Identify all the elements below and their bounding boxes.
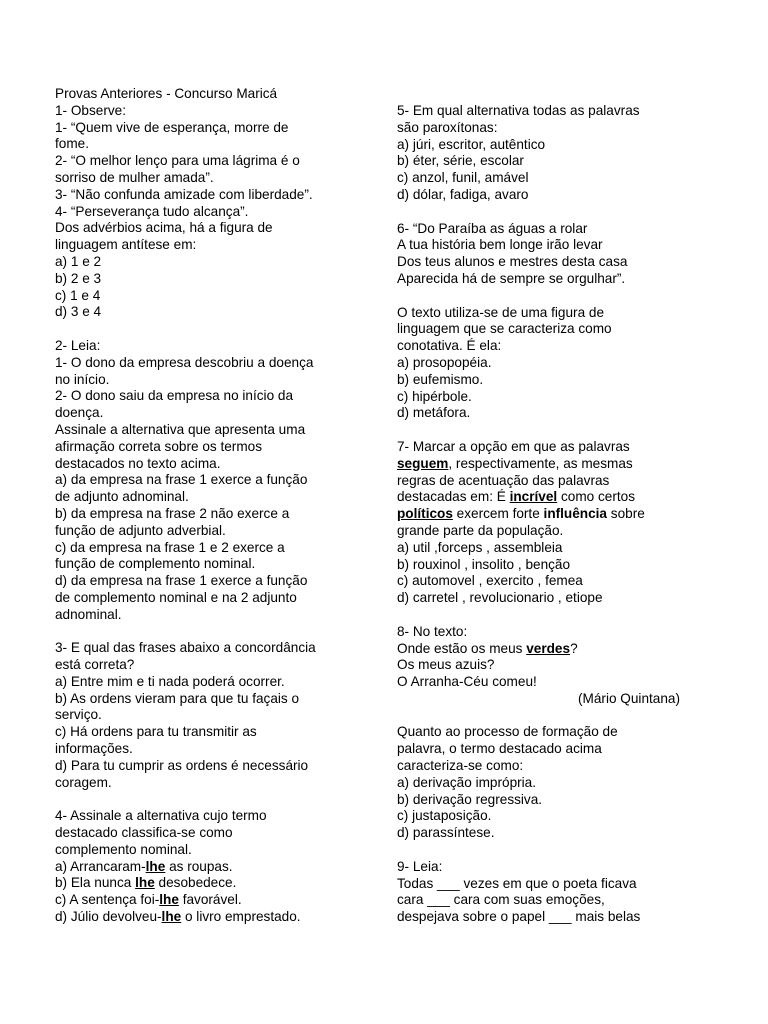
text-line: destacados no texto acima.: [55, 455, 221, 471]
text-line: O Arranha-Céu comeu!: [397, 674, 537, 690]
text-segment: destacadas em: É: [397, 489, 510, 505]
text-line: são paroxítonas:: [397, 119, 498, 135]
text-line: [397, 506, 717, 523]
text-line: a) Entre mim e ti nada poderá ocorrer.: [55, 673, 285, 689]
text-line: 8- No texto:: [397, 623, 468, 639]
highlighted-term: políticos: [397, 506, 453, 522]
text-line: O texto utiliza-se de uma figura de: [397, 304, 605, 320]
text-line: b) derivação regressiva.: [397, 791, 543, 807]
text-line: de complemento nominal e na 2 adjunto: [55, 589, 297, 605]
text-line: 2- Leia:: [55, 337, 101, 353]
text-line: a) da empresa na frase 1 exerce a função: [55, 472, 308, 488]
blank-line: [397, 204, 717, 221]
text-line: [397, 489, 717, 506]
text-line: b) eufemismo.: [397, 371, 484, 387]
text-line: regras de acentuação das palavras: [397, 472, 610, 488]
text-line: 3- “Não confunda amizade com liberdade”.: [55, 186, 313, 202]
text-line: [55, 909, 360, 926]
blank-line: [397, 422, 717, 439]
text-segment: , respectivamente, as mesmas: [448, 455, 633, 471]
highlighted-term: lhe: [159, 892, 179, 908]
blank-line: [397, 607, 717, 624]
text-line: a) prosopopéia.: [397, 354, 492, 370]
text-line: 2- O dono saiu da empresa no início da: [55, 388, 294, 404]
text-line: Provas Anteriores - Concurso Maricá: [55, 86, 278, 101]
text-line: Dos teus alunos e mestres desta casa: [397, 254, 628, 270]
text-line: sorriso de mulher amada”.: [55, 169, 214, 185]
poem-author: (Mário Quintana): [578, 690, 680, 706]
text-line: fome.: [55, 136, 89, 152]
text-line: Dos advérbios acima, há a figura de: [55, 220, 273, 236]
highlighted-term: seguem: [397, 455, 449, 471]
text-segment: ?: [570, 640, 578, 656]
text-line: Quanto ao processo de formação de: [397, 724, 618, 740]
text-line: d) metáfora.: [397, 405, 471, 421]
text-line: 2- “O melhor lenço para uma lágrima é o: [55, 153, 300, 169]
text-line: no início.: [55, 371, 110, 387]
text-line: 4- “Perseverança tudo alcança”.: [55, 203, 249, 219]
blank-line: [55, 791, 360, 808]
text-line: 7- Marcar a opção em que as palavras: [397, 438, 630, 454]
text-segment: b) Ela nunca: [55, 875, 136, 891]
text-line: linguagem que se caracteriza como: [397, 321, 612, 337]
text-line: [55, 859, 360, 876]
highlighted-term: lhe: [145, 858, 166, 874]
right-column: [397, 103, 717, 926]
blank-line: [55, 321, 360, 338]
text-line: Todas ___ vezes em que o poeta ficava: [397, 875, 637, 891]
bold-term: influência: [543, 506, 607, 522]
text-line: d) da empresa na frase 1 exerce a função: [55, 573, 308, 589]
text-line: despejava sobre o papel ___ mais belas: [397, 909, 641, 925]
text-line: serviço.: [55, 707, 102, 723]
text-line: c) 1 e 4: [55, 287, 101, 303]
text-line: a) 1 e 2: [55, 253, 102, 269]
text-line: b) 2 e 3: [55, 270, 102, 286]
text-line: a) júri, escritor, autêntico: [397, 136, 546, 152]
text-line: 6- “Do Paraíba as águas a rolar: [397, 220, 588, 236]
text-line: conotativa. É ela:: [397, 338, 502, 354]
text-line: [55, 875, 360, 892]
text-line: destacado classifica-se como: [55, 825, 233, 841]
text-line: c) justaposição.: [397, 808, 492, 824]
text-line: a) derivação imprópria.: [397, 774, 537, 790]
text-segment: d) Júlio devolveu-: [55, 909, 162, 925]
text-line: d) carretel , revolucionario , etiope: [397, 590, 603, 606]
highlighted-term: lhe: [161, 909, 182, 925]
text-line: b) rouxinol , insolito , benção: [397, 556, 571, 572]
text-line: 3- E qual das frases abaixo a concordância: [55, 640, 316, 656]
text-segment: sobre: [607, 506, 645, 522]
text-line: c) Há ordens para tu transmitir as: [55, 724, 257, 740]
text-segment: c) A sentença foi-: [55, 892, 160, 908]
text-segment: favorável.: [178, 892, 242, 908]
text-line: de adjunto adnominal.: [55, 489, 189, 505]
text-line: está correta?: [55, 657, 135, 673]
blank-line: [397, 708, 717, 725]
text-line: adnominal.: [55, 606, 122, 622]
text-line: A tua história bem longe irão levar: [397, 237, 603, 253]
blank-line: [397, 288, 717, 305]
text-segment: como certos: [557, 489, 636, 505]
blank-line: [55, 624, 360, 641]
text-line: c) da empresa na frase 1 e 2 exerce a: [55, 539, 285, 555]
text-line: d) 3 e 4: [55, 304, 102, 320]
text-line: d) dólar, fadiga, avaro: [397, 186, 529, 202]
text-line: grande parte da população.: [397, 522, 564, 538]
text-line: 1- “Quem vive de esperança, morre de: [55, 119, 289, 135]
text-line: d) Para tu cumprir as ordens é necessário: [55, 757, 309, 773]
text-line: b) da empresa na frase 2 não exerce a: [55, 505, 290, 521]
text-segment: desobedece.: [154, 875, 237, 891]
text-segment: exercem forte: [452, 506, 544, 522]
text-segment: Onde estão os meus: [397, 640, 527, 656]
text-line: Assinale a alternativa que apresenta uma: [55, 421, 306, 437]
blank-line: [397, 842, 717, 859]
text-line: linguagem antítese em:: [55, 237, 197, 253]
text-line: 5- Em qual alternativa todas as palavras: [397, 103, 640, 118]
text-line: caracteriza-se como:: [397, 758, 524, 774]
text-line: função de adjunto adverbial.: [55, 522, 226, 538]
highlighted-term: incrível: [509, 489, 558, 505]
text-line: complemento nominal.: [55, 841, 192, 857]
text-line: coragem.: [55, 774, 112, 790]
text-line: b) éter, série, escolar: [397, 153, 524, 169]
text-line: Os meus azuis?: [397, 657, 495, 673]
highlighted-term: verdes: [526, 640, 571, 656]
text-line: 1- O dono da empresa descobriu a doença: [55, 354, 314, 370]
text-line: c) hipérbole.: [397, 388, 472, 404]
text-line: [397, 641, 717, 658]
text-line: c) automovel , exercito , femea: [397, 573, 583, 589]
text-line: 9- Leia:: [397, 858, 443, 874]
text-line: Aparecida há de sempre se orgulhar”.: [397, 270, 626, 286]
text-line: a) util ,forceps , assembleia: [397, 539, 563, 555]
text-line: d) parassíntese.: [397, 825, 495, 841]
text-line: função de complemento nominal.: [55, 556, 256, 572]
text-line: [55, 892, 360, 909]
text-segment: o livro emprestado.: [181, 909, 301, 925]
text-line: 1- Observe:: [55, 102, 127, 118]
text-line: 4- Assinale a alternativa cujo termo: [55, 808, 267, 824]
text-segment: as roupas.: [165, 858, 233, 874]
text-line: c) anzol, funil, amável: [397, 170, 529, 186]
left-column: [55, 86, 360, 926]
text-line: informações.: [55, 741, 133, 757]
text-segment: a) Arrancaram-: [55, 858, 146, 874]
highlighted-term: lhe: [135, 875, 155, 891]
text-line: doença.: [55, 405, 104, 421]
text-line: cara ___ cara com suas emoções,: [397, 892, 605, 908]
text-line: palavra, o termo destacado acima: [397, 741, 602, 757]
text-line: afirmação correta sobre os termos: [55, 438, 263, 454]
text-line: b) As ordens vieram para que tu façais o: [55, 690, 300, 706]
text-line: [397, 456, 717, 473]
